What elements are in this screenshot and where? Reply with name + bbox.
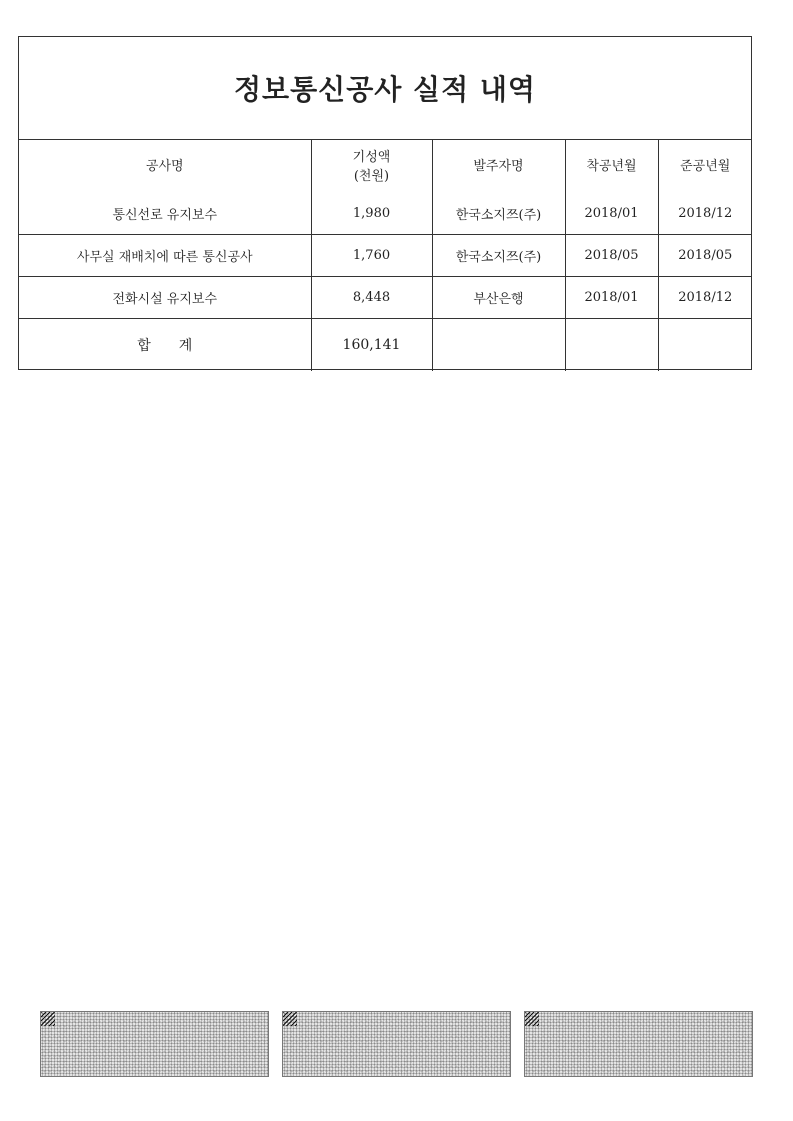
stamp-corner-mark [41, 1012, 55, 1026]
cell-project-name: 통신선로 유지보수 [19, 193, 311, 235]
cell-amount: 1,760 [311, 235, 432, 277]
table-row [19, 277, 752, 319]
cell-project-name: 전화시설 유지보수 [19, 277, 311, 319]
security-pattern-stamp [524, 1011, 753, 1077]
security-pattern-stamp [40, 1011, 269, 1077]
total-empty-start [565, 319, 658, 372]
total-label: 합 계 [19, 319, 311, 372]
cell-project-name: 사무실 재배치에 따른 통신공사 [19, 235, 311, 277]
total-row [19, 319, 752, 372]
header-start-date: 착공년월 [565, 140, 658, 193]
stamp-corner-mark [283, 1012, 297, 1026]
table-header-row [19, 140, 752, 193]
table-row [19, 193, 752, 235]
total-empty-client [432, 319, 565, 372]
security-stamp-row [40, 1011, 754, 1078]
performance-document [18, 36, 752, 370]
header-amount [311, 140, 432, 193]
title-box [19, 37, 751, 140]
security-pattern-stamp [282, 1011, 511, 1077]
table-row [19, 235, 752, 277]
cell-client: 한국소지쯔(주) [432, 235, 565, 277]
cell-start-date: 2018/05 [565, 235, 658, 277]
cell-amount: 8,448 [311, 277, 432, 319]
cell-end-date: 2018/12 [658, 193, 752, 235]
cell-start-date: 2018/01 [565, 193, 658, 235]
header-project-name: 공사명 [19, 140, 311, 193]
cell-client: 부산은행 [432, 277, 565, 319]
header-amount-unit: (천원) [353, 168, 390, 184]
cell-amount: 1,980 [311, 193, 432, 235]
total-amount: 160,141 [311, 319, 432, 372]
cell-client: 한국소지쯔(주) [432, 193, 565, 235]
total-empty-end [658, 319, 752, 372]
header-end-date: 준공년월 [680, 159, 731, 174]
header-amount-label: 기성액 [352, 149, 391, 165]
cell-start-date: 2018/01 [565, 277, 658, 319]
header-client: 발주자명 [432, 140, 565, 193]
stamp-corner-mark [525, 1012, 539, 1026]
cell-end-date: 2018/05 [658, 235, 752, 277]
performance-table [19, 140, 752, 371]
document-title: 정보통신공사 실적 내역 [234, 73, 536, 106]
cell-end-date: 2018/12 [658, 277, 752, 319]
